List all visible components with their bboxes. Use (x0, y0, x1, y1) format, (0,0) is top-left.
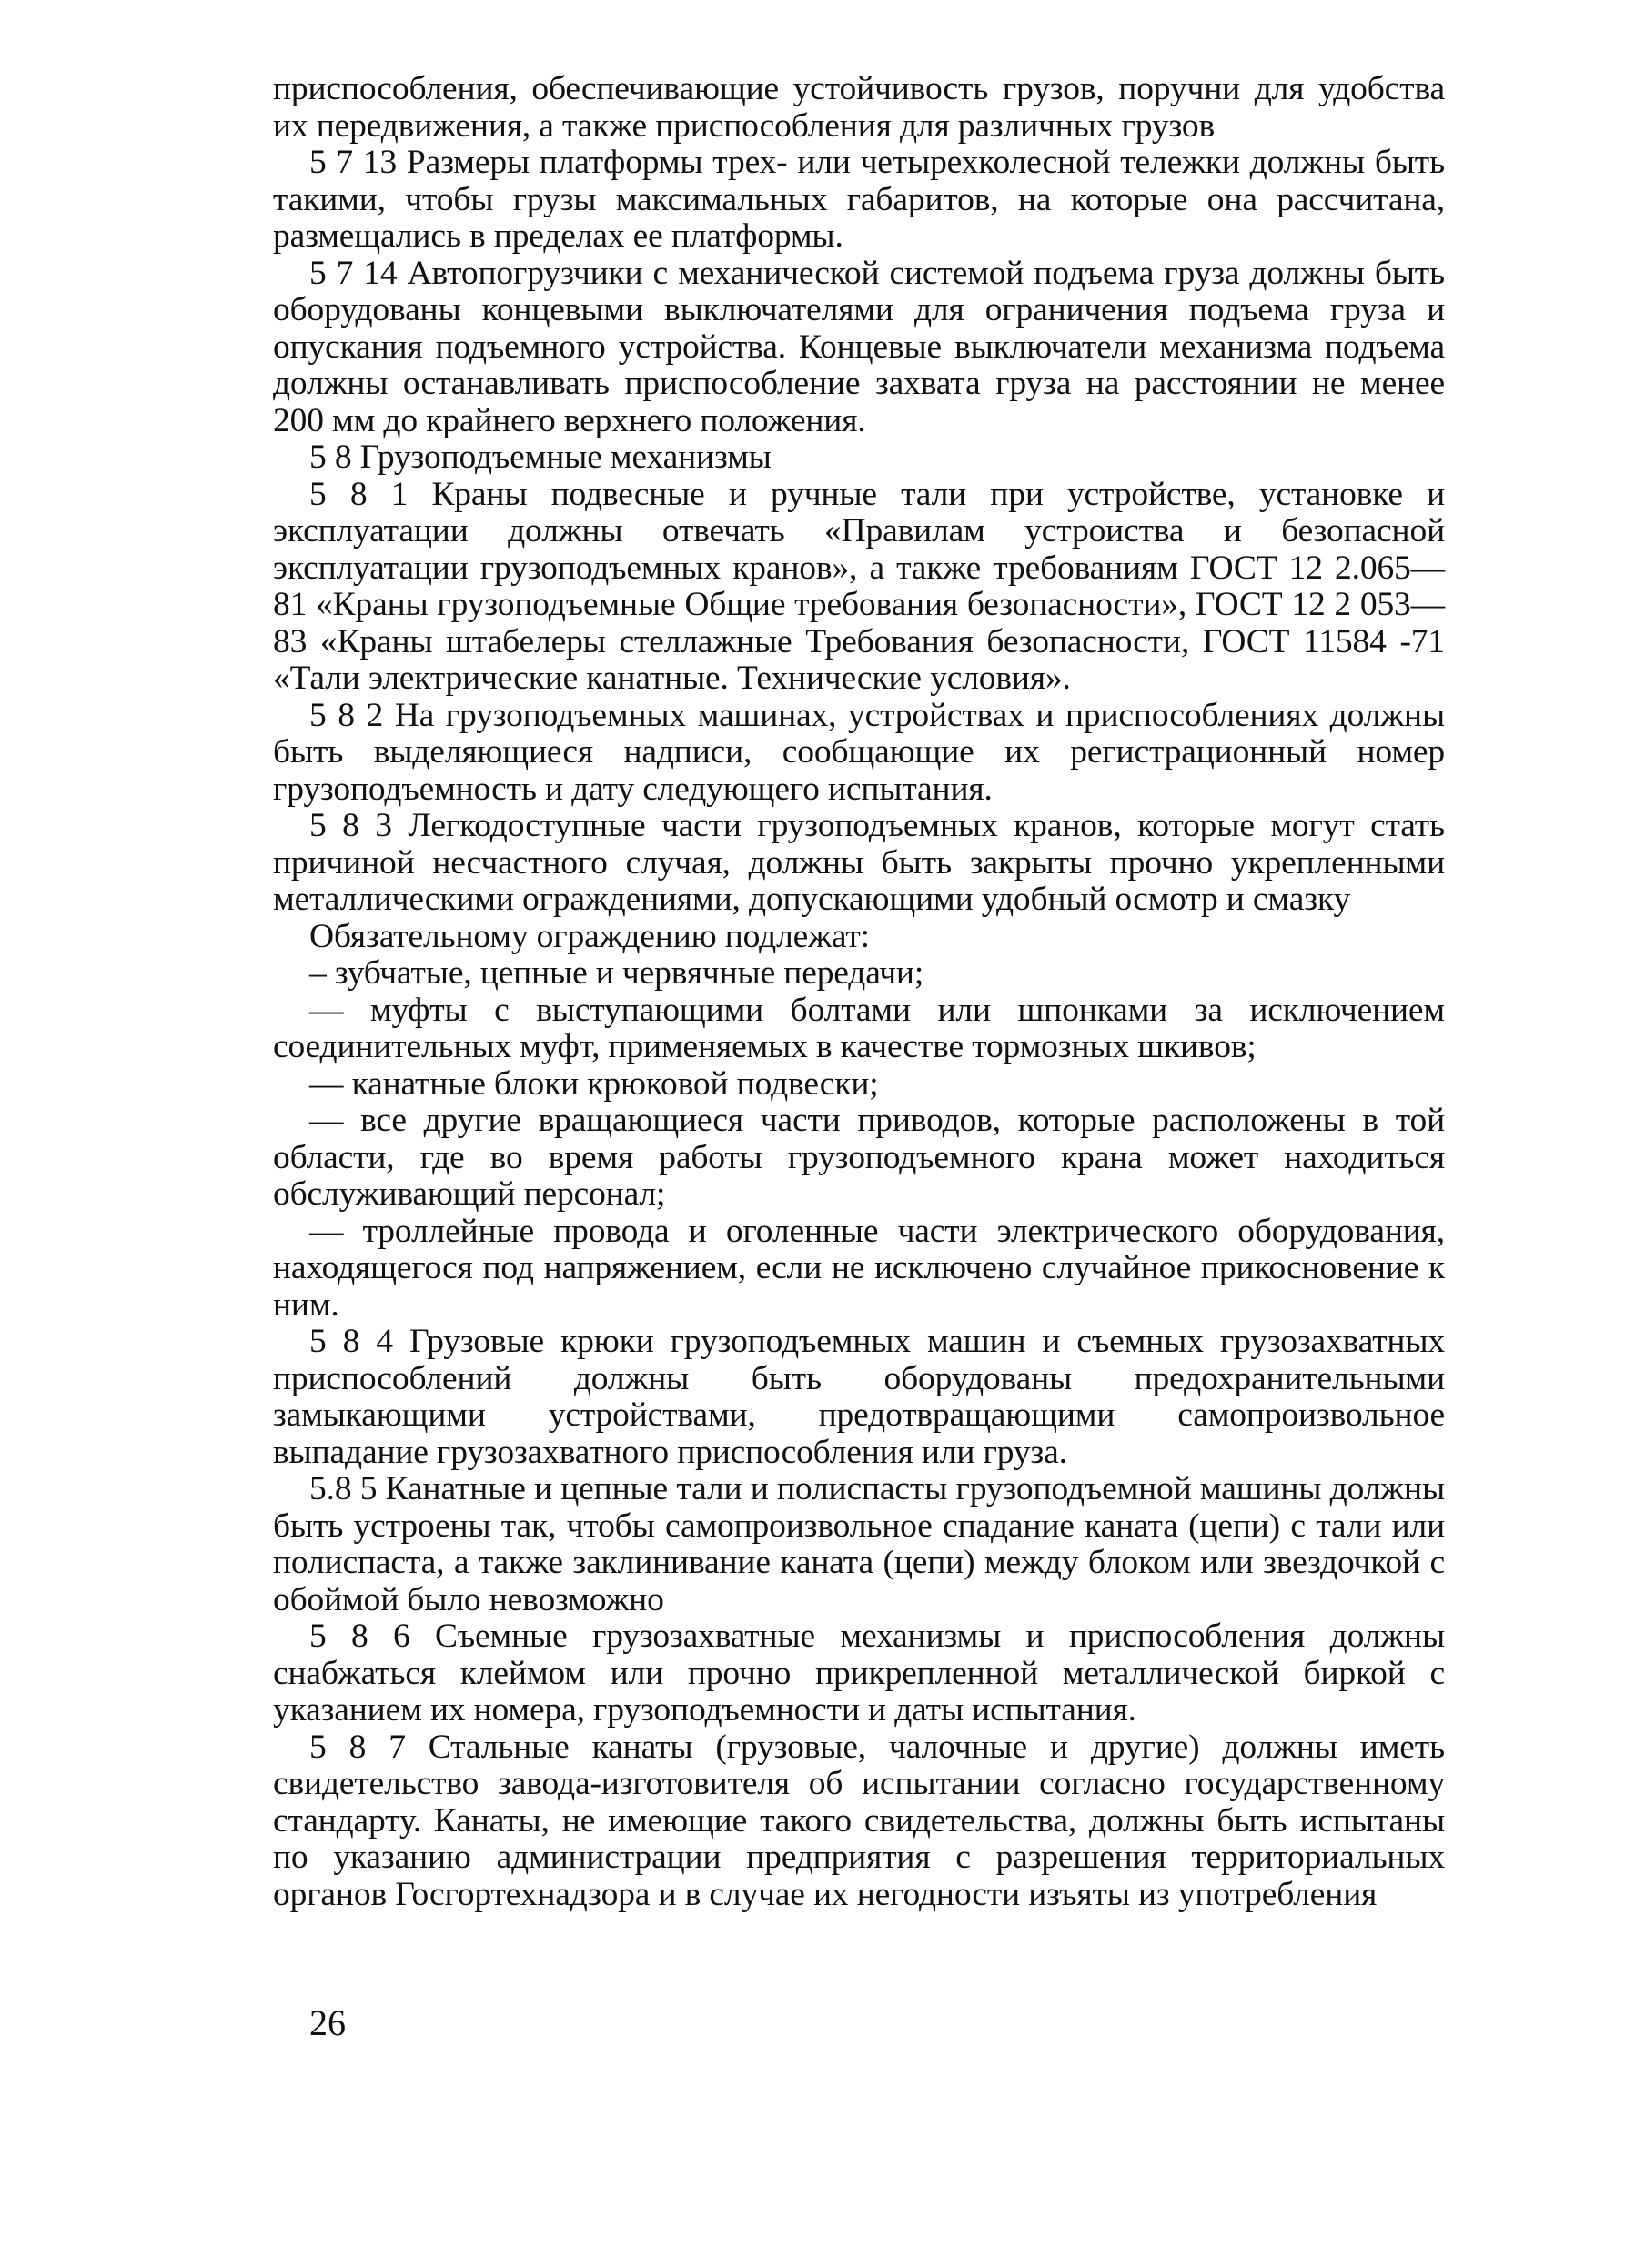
document-body (273, 71, 1445, 1913)
paragraph-5-8-5: 5.8 5 Канатные и цепные тали и полиспасты грузоподъемной машины должны быть устроены так, чтобы самопроизвольное спадание каната (цепи) с тали или полиспаста, а также заклинивание каната (цепи) между блоком или звездочкой с обоймой было невозможно (273, 1470, 1445, 1618)
list-item: — муфты с выступающими болтами или шпонками за исключением соединительных муфт, применяемых в качестве тормозных шкивов; (273, 991, 1445, 1065)
paragraph-5-8-4: 5 8 4 Грузовые крюки грузоподъемных машин и съемных грузозахватных приспособлений должны быть оборудованы предохранительными замыкающими устройствами, предотвращающими самопроизвольное выпадание грузозахватного приспособления или груза. (273, 1323, 1445, 1471)
paragraph-5-8-6: 5 8 6 Съемные грузозахватные механизмы и приспособления должны снабжаться клеймом или прочно прикрепленной металлической биркой с указанием их номера, грузоподъемности и даты испытания. (273, 1618, 1445, 1729)
paragraph-5-7-14: 5 7 14 Автопогрузчики с механической системой подъема груза должны быть оборудованы концевыми выключателями для ограничения подъема груза и опускания подъемного устройства. Концевые выключатели механизма подъема должны останавливать приспособление захвата груза на расстоянии не менее 200 мм до крайнего верхнего положения. (273, 254, 1445, 439)
list-item: — все другие вращающиеся части приводов, которые расположены в той области, где во время работы грузоподъемного крана может находиться обслуживающий персонал; (273, 1102, 1445, 1213)
paragraph-5-8-3: 5 8 3 Легкодоступные части грузоподъемных кранов, которые могут стать причиной несчастного случая, должны быть закрыты прочно укрепленными металлическими ограждениями, допускающими удобный осмотр и смазку (273, 807, 1445, 918)
paragraph-continuation: приспособления, обеспечивающие устойчивость грузов, поручни для удобства их передвижения, а также приспособления для различных грузов (273, 70, 1445, 145)
list-item: – зубчатые, цепные и червячные передачи; (309, 954, 924, 992)
list-item: — троллейные провода и оголенные части электрического оборудования, находящегося под напряжением, если не исключено случайное прикосновение к ним. (273, 1212, 1445, 1324)
section-heading-5-8: 5 8 Грузоподъемные механизмы (309, 438, 772, 476)
list-intro: Обязательному ограждению подлежат: (309, 917, 870, 955)
paragraph-5-8-1: 5 8 1 Краны подвесные и ручные тали при устройстве, установке и эксплуатации должны отвечать «Правилам устроиства и безопасной эксплуатации грузоподъемных кранов», а также требованиям ГОСТ 12 2.065—81 «Краны грузоподъемные Общие требования безопасности», ГОСТ 12 2 053—83 «Краны штабелеры стеллажные Требования безопасности, ГОСТ 11584 -71 «Тали электрические канатные. Технические условия». (273, 475, 1445, 697)
page-number: 26 (309, 2002, 346, 2043)
list-item: — канатные блоки крюковой подвески; (309, 1064, 879, 1103)
paragraph-5-7-13: 5 7 13 Размеры платформы трех- или четырехколесной тележки должны быть такими, чтобы грузы максимальных габаритов, на которые она рассчитана, размещались в пределах ее платформы. (273, 144, 1445, 255)
paragraph-5-8-2: 5 8 2 На грузоподъемных машинах, устройствах и приспособлениях должны быть выделяющиеся надписи, сообщающие их регистрационный номер грузоподъемность и дату следующего испытания. (273, 696, 1445, 808)
paragraph-5-8-7: 5 8 7 Стальные канаты (грузовые, чалочные и другие) должны иметь свидетельство завода-изготовителя об испытании согласно государственному стандарту. Канаты, не имеющие такого свидетельства, должны быть испытаны по указанию администрации предприятия с разрешения территориальных органов Госгортехнадзора и в случае их негодности изъяты из употребления (273, 1728, 1445, 1913)
